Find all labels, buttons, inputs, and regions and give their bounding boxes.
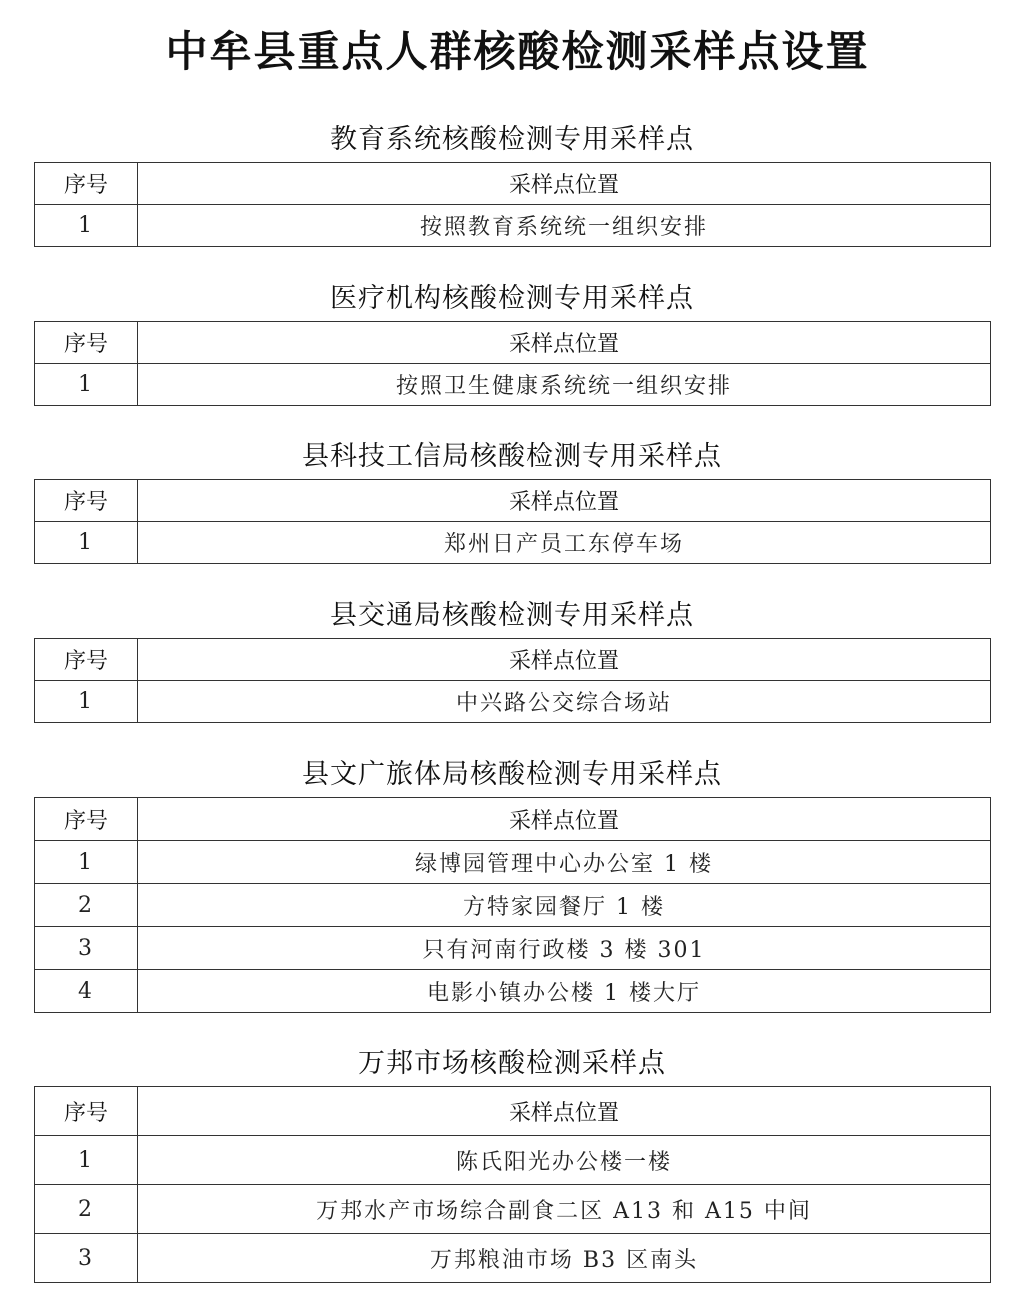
table-row [35,970,991,1013]
sampling-table [34,638,991,723]
table-header-row [35,163,991,205]
sampling-table [34,797,991,1013]
row-location: 绿博园管理中心办公室 1 楼 [138,841,991,884]
column-header-location: 采样点位置 [138,480,991,522]
row-location: 陈氏阳光办公楼一楼 [138,1136,991,1185]
table-row [35,1234,991,1283]
row-index: 1 [35,1136,138,1185]
row-location: 中兴路公交综合场站 [138,681,991,723]
table-row [35,927,991,970]
table-row [35,681,991,723]
row-location: 万邦粮油市场 B3 区南头 [138,1234,991,1283]
column-header-index: 序号 [35,322,138,364]
column-header-location: 采样点位置 [138,163,991,205]
table-header-row [35,322,991,364]
column-header-index: 序号 [35,1087,138,1136]
row-index: 3 [35,927,138,970]
table-header-row [35,639,991,681]
column-header-location: 采样点位置 [138,639,991,681]
row-location: 万邦水产市场综合副食二区 A13 和 A15 中间 [138,1185,991,1234]
row-index: 1 [35,364,138,406]
section-heading: 万邦市场核酸检测采样点 [358,1048,666,1079]
row-location: 只有河南行政楼 3 楼 301 [138,927,991,970]
section-heading: 教育系统核酸检测专用采样点 [330,124,694,155]
row-index: 1 [35,205,138,247]
section-education [34,118,990,247]
row-index: 1 [35,681,138,723]
row-index: 2 [35,884,138,927]
column-header-index: 序号 [35,798,138,841]
section-heading: 县交通局核酸检测专用采样点 [330,600,694,631]
row-index: 1 [35,522,138,564]
table-row [35,522,991,564]
column-header-index: 序号 [35,639,138,681]
sampling-table [34,162,991,247]
table-row [35,205,991,247]
row-location: 按照教育系统统一组织安排 [138,205,991,247]
table-row [35,364,991,406]
section-medical [34,277,990,406]
row-location: 方特家园餐厅 1 楼 [138,884,991,927]
row-location: 按照卫生健康系统统一组织安排 [138,364,991,406]
row-index: 1 [35,841,138,884]
table-header-row [35,1087,991,1136]
sampling-table [34,321,991,406]
table-header-row [35,480,991,522]
row-location: 电影小镇办公楼 1 楼大厅 [138,970,991,1013]
row-location: 郑州日产员工东停车场 [138,522,991,564]
section-heading: 县科技工信局核酸检测专用采样点 [302,441,722,472]
section-transport [34,594,990,723]
table-row [35,1136,991,1185]
section-culture-tourism [34,753,990,1013]
sampling-table [34,1086,991,1283]
table-row [35,1185,991,1234]
table-row [35,841,991,884]
table-row [35,884,991,927]
section-wanbang-market [34,1042,990,1283]
column-header-location: 采样点位置 [138,798,991,841]
section-heading: 医疗机构核酸检测专用采样点 [330,283,694,314]
sampling-table [34,479,991,564]
page-title: 中牟县重点人群核酸检测采样点设置 [165,27,870,76]
column-header-location: 采样点位置 [138,322,991,364]
row-index: 3 [35,1234,138,1283]
table-header-row [35,798,991,841]
section-heading: 县文广旅体局核酸检测专用采样点 [302,759,722,790]
row-index: 2 [35,1185,138,1234]
column-header-location: 采样点位置 [138,1087,991,1136]
row-index: 4 [35,970,138,1013]
column-header-index: 序号 [35,480,138,522]
section-tech-industry [34,435,990,564]
column-header-index: 序号 [35,163,138,205]
